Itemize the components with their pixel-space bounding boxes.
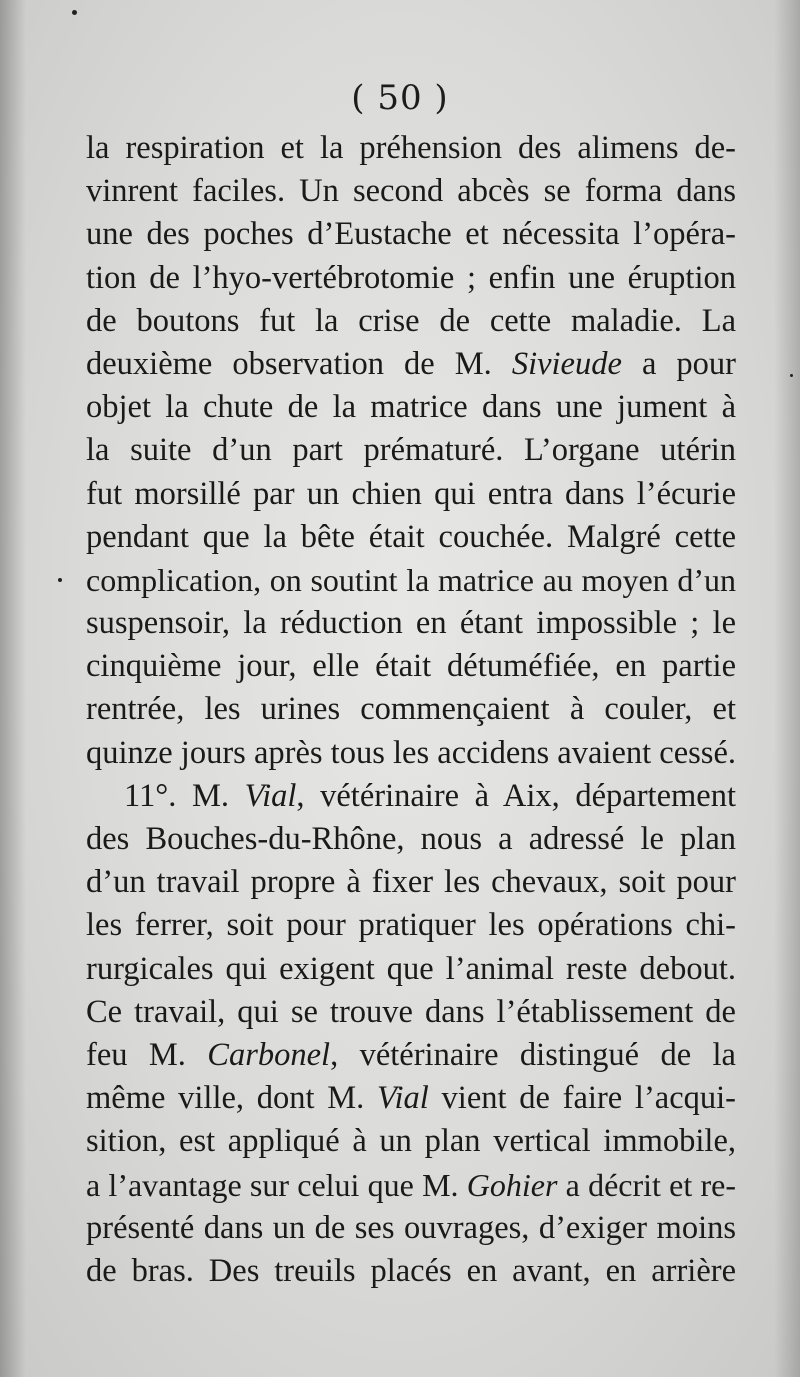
- ink-speck: [58, 578, 62, 582]
- text-line: [86, 1120, 736, 1163]
- text-segment: suspensoir, la réduction en étant impossible ; le: [86, 605, 736, 642]
- page-left-edge-shadow: [0, 0, 26, 1377]
- text-line: [86, 170, 736, 213]
- text-segment: objet la chute de la matrice dans une jument à: [86, 389, 736, 426]
- text-line: [86, 1207, 736, 1250]
- text-line: [86, 1034, 736, 1077]
- text-segment: a l’avantage sur celui que M.: [86, 1166, 467, 1203]
- text-segment: tion de l’hyo-vertébrotomie ; enfin une éruption: [86, 259, 736, 296]
- text-segment: rentrée, les urines commençaient à couler, et: [86, 691, 736, 728]
- text-segment: sition, est appliqué à un plan vertical immobile,: [86, 1123, 736, 1160]
- text-line: [86, 1164, 736, 1207]
- text-line: [86, 645, 736, 688]
- text-segment: présenté dans un de ses ouvrages, d’exiger moins: [86, 1209, 736, 1246]
- ink-speck: [790, 374, 793, 377]
- italic-name: Gohier: [466, 1166, 558, 1203]
- text-segment: , vétérinaire à Aix, département: [296, 777, 736, 814]
- text-line: [86, 257, 736, 300]
- text-line: [86, 386, 736, 429]
- text-segment: complication, on soutint la matrice au moyen d’un: [86, 561, 736, 598]
- text-segment: , vétérinaire distingué de la: [330, 1036, 736, 1073]
- body-text: [86, 127, 736, 1293]
- text-line: [86, 732, 736, 775]
- text-line: [86, 818, 736, 861]
- text-line: [86, 904, 736, 947]
- text-segment: quinze jours après tous les accidens avaient cessé.: [86, 734, 736, 771]
- italic-name: Vial: [377, 1080, 429, 1117]
- text-line: [86, 473, 736, 516]
- text-segment: rurgicales qui exigent que l’animal reste debout.: [86, 950, 736, 987]
- text-line: [86, 948, 736, 991]
- text-segment: fut morsillé par un chien qui entra dans l’écurie: [86, 475, 736, 512]
- text-segment: de bras. Des treuils placés en avant, en arrière: [86, 1252, 736, 1289]
- text-segment: la suite d’un part prématuré. L’organe utérin: [86, 432, 736, 469]
- italic-name: Sivieude: [511, 345, 622, 382]
- text-segment: feu M.: [86, 1036, 208, 1073]
- text-line: [86, 775, 736, 818]
- text-segment: pendant que la bête était couchée. Malgré cette: [86, 518, 736, 555]
- text-line: [86, 688, 736, 731]
- text-segment: même ville, dont M.: [86, 1080, 378, 1117]
- text-segment: 11°. M.: [124, 777, 245, 814]
- text-line: [86, 429, 736, 472]
- text-line: [86, 343, 736, 386]
- text-segment: d’un travail propre à fixer les chevaux, soit pour: [86, 864, 736, 901]
- text-segment: a pour: [621, 345, 736, 382]
- text-segment: vient de faire l’acqui-: [428, 1080, 736, 1117]
- text-segment: Ce travail, qui se trouve dans l’établissement de: [86, 993, 736, 1030]
- text-segment: deuxième observation de M.: [86, 345, 512, 382]
- text-segment: la respiration et la préhension des alimens de-: [86, 130, 736, 166]
- text-segment: a décrit et re-: [557, 1166, 737, 1203]
- page-right-edge-shadow: [774, 0, 800, 1377]
- text-segment: cinquième jour, elle était détuméfiée, en partie: [86, 648, 736, 685]
- text-line: [86, 861, 736, 904]
- text-segment: une des poches d’Eustache et nécessita l’opéra-: [86, 216, 736, 253]
- ink-speck: [72, 10, 77, 15]
- text-segment: des Bouches-du-Rhône, nous a adressé le plan: [86, 821, 736, 857]
- text-line: [86, 300, 736, 343]
- text-line: [86, 991, 736, 1034]
- text-line: [86, 602, 736, 645]
- text-line: [86, 1077, 736, 1120]
- italic-name: Carbonel: [207, 1036, 331, 1073]
- text-segment: de boutons fut la crise de cette maladie. La: [86, 302, 736, 339]
- text-segment: vinrent faciles. Un second abcès se forma dans: [86, 173, 736, 210]
- text-line: [86, 516, 736, 559]
- text-line: [86, 127, 736, 170]
- italic-name: Vial: [244, 777, 297, 814]
- text-line: [86, 559, 736, 602]
- text-segment: les ferrer, soit pour pratiquer les opérations chi-: [86, 907, 736, 944]
- page-number: ( 50 ): [351, 78, 449, 118]
- text-line: [86, 1250, 736, 1293]
- text-line: [86, 213, 736, 256]
